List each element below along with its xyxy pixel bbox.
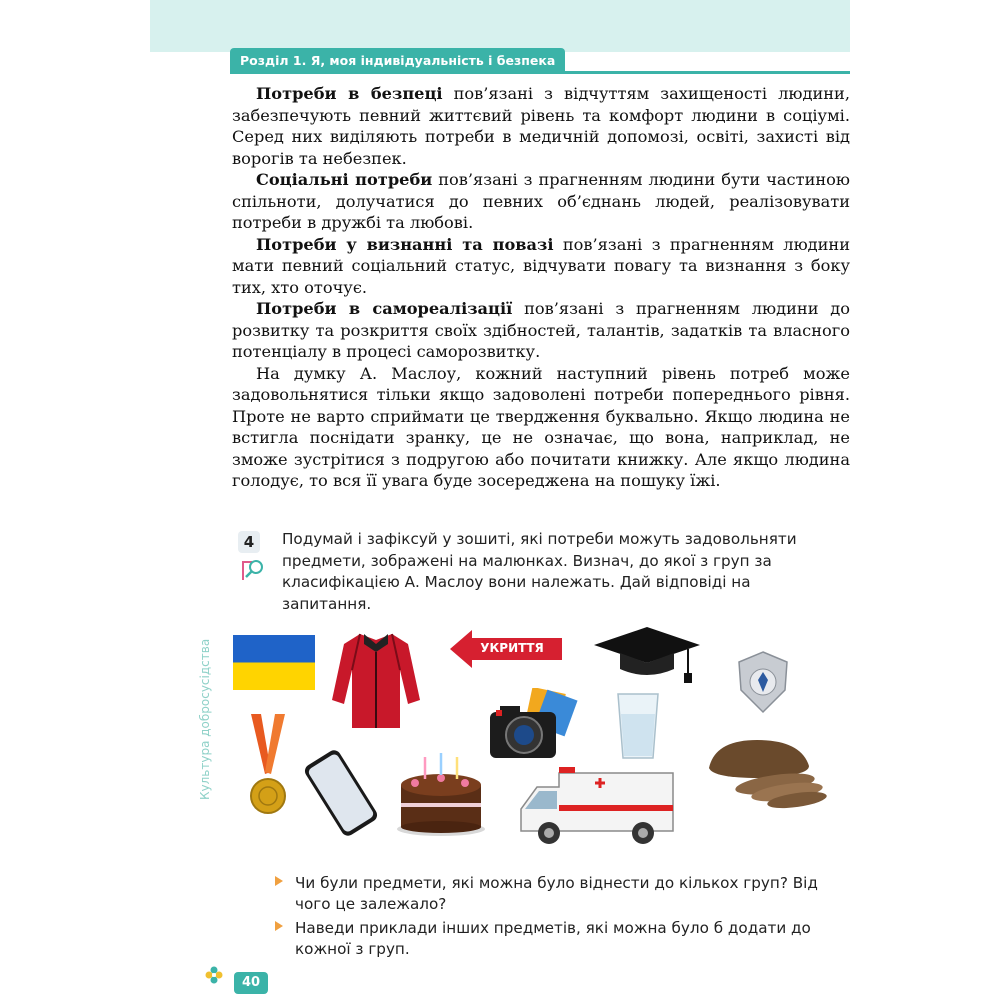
red-jacket [330, 630, 422, 730]
magnifier-pencil-icon [240, 556, 266, 582]
bullet-arrow-icon [275, 876, 283, 886]
ukraine-flag [233, 635, 315, 690]
page-number: 40 [234, 972, 268, 994]
bullet-arrow-icon [275, 921, 283, 931]
side-chapter-label: Культура добросусідства [198, 638, 212, 800]
medal [247, 712, 289, 818]
paragraph-recognition: Потреби у визнанні та повазі пов’язані з прагненням людини мати певний соціальний статус, відчувати повагу та визнання з боку тих, хто оточує. [232, 234, 851, 297]
main-text [232, 83, 850, 492]
term: Потреби у визнанні та повазі [256, 234, 554, 254]
bread [705, 732, 827, 810]
term: Потреби в безпеці [256, 84, 443, 103]
task-text: Подумай і зафіксуй у зошиті, які потреби можуть задовольняти предмети, зображені на малюнках. Визнач, до якої з груп за класифікацією А. Маслоу вони належать. Дай відповіді на запитання. [282, 530, 797, 613]
task-number: 4 [238, 531, 260, 553]
birthday-cake [395, 745, 487, 837]
questions-list [275, 873, 835, 963]
term: Соціальні потреби [256, 170, 433, 189]
textbook-page [150, 0, 850, 1000]
smartphone [295, 748, 387, 838]
ambulance [515, 765, 685, 847]
pictures-area [230, 620, 850, 855]
term: Потреби в самореалізації [256, 299, 513, 318]
paragraph-safety: Потреби в безпеці пов’язані з відчуттям захищеності людини, забезпечують певний життєвий рівень та комфорт людини в соціумі. Серед них виділяють потреби в медичній допомозі, освіті, захисті від ворогів та небезпек. [232, 84, 850, 168]
shelter-label: УКРИТТЯ [480, 641, 544, 655]
glass-of-water [615, 692, 661, 760]
section-title: Розділ 1. Я, моя індивідуальність і безпека [230, 48, 565, 73]
flower-icon [204, 965, 224, 985]
paragraph-self-realization: Потреби в самореалізації пов’язані з прагненням людини до розвитку та розкриття своїх здібностей, талантів, задатків та власного потенціалу в процесі саморозвитку. [232, 299, 850, 361]
top-band [150, 0, 850, 52]
photo-camera [488, 688, 583, 760]
question-item: Наведи приклади інших предметів, які можна було б додати до кожної з груп. [275, 918, 835, 960]
graduation-cap [592, 625, 702, 685]
police-badge [735, 650, 791, 714]
paragraph-maslow: На думку А. Маслоу, кожний наступний рівень потреб може задовольнятися тільки якщо задоволені потреби попереднього рівня. Проте не варто сприймати це твердження буквально. Якщо людина не встигла поснідати зранку, це не означає, що вона, наприклад, не зможе зустрітися з подругою або почитати книжку. Але якщо людина голодує, то вся її увага буде зосереджена на пошуку їжі. [232, 363, 850, 490]
paragraph-social: Соціальні потреби пов’язані з прагненням людини бути частиною спільноти, долучатися до певних об’єднань людей, реалізовувати потреби в дружбі та любові. [232, 170, 850, 232]
question-item: Чи були предмети, які можна було віднести до кількох груп? Від чого це залежало? [275, 873, 835, 915]
